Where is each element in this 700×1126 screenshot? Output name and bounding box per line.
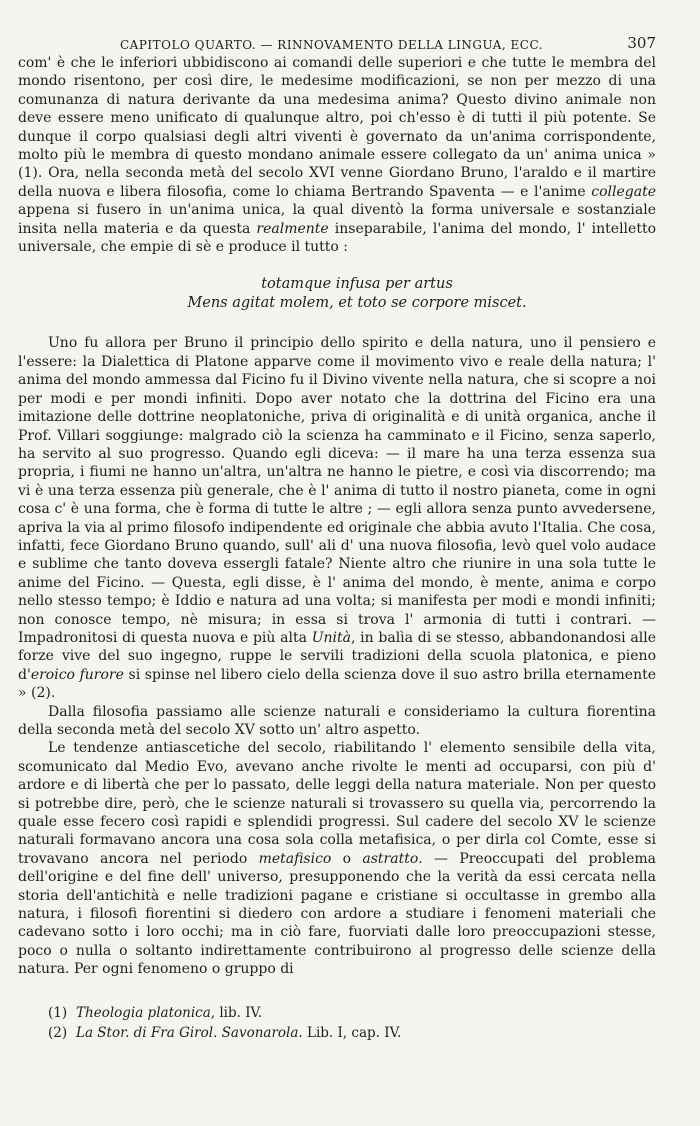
paragraph-2-text-a: Uno fu allora per Bruno il principio dello spirito e della natura, uno il pensiero e l'essere: la Dialettica di Platone apparve come il movimento vivo e reale della natura; l' anima del mondo ammessa dal Ficino fu il Divino vivente nella natura, che si scopre a noi per modi e per mondi infiniti. Dopo aver notato che la dottrina del Ficino era una imitazione delle dottrine neoplatoniche, priva di originalità e di unità organica, anche il Prof. Villari soggiunge: malgrado ciò la scienza ha camminato e il Ficino, senza saperlo, ha servito al suo progresso. Quando egli diceva: — il mare ha una terza essenza sua propria, i fiumi ne hanno un'altra, un'altra ne hanno le pietre, e così via discorrendo; ma vi è una terza essenza più generale, che è l' anima di tutto il nostro pianeta, come in ogni cosa c' è una forma, che è forma di tutte le altre ; — egli allora senza punto avvedersene, apriva la via al primo filosofo indipendente ed originale che abbia avuto l'Italia. Che cosa, infatti, fece Giordano Bruno quando, sull' ali d' una nuova filosofia, levò quel volo audace e sublime che tanto doveva essergli fatale? Niente altro che riunire in una sola tutte le anime del Ficino. — Questa, egli disse, è l' anima del mondo, è mente, anima e corpo nello stesso tempo; è Iddio e natura ad una volta; si manifesta per modi e mondi infiniti; non conosce tempo, nè misura; in essa si trova l' armonia di tutti i contrari. — Impadronitosi di questa nuova e più alta	[18, 335, 656, 646]
paragraph-1-italic-collegate: collegate	[591, 183, 656, 200]
quote-line-2: Mens agitat molem, et toto se corpore miscet.	[187, 295, 527, 312]
paragraph-1-italic-realmente: realmente	[256, 220, 329, 237]
paragraph-1	[18, 54, 656, 256]
footnote	[48, 1023, 656, 1043]
paragraph-2	[18, 334, 656, 702]
footnote-number: (2)	[48, 1024, 68, 1041]
paragraph-4-italic-astratto: astratto	[362, 850, 419, 867]
footnotes	[18, 1003, 656, 1043]
footnote-rest: , lib. IV.	[210, 1004, 263, 1021]
body-text	[18, 54, 656, 979]
book-page	[18, 30, 656, 1043]
footnote	[48, 1003, 656, 1023]
paragraph-4-text-c: o	[331, 850, 363, 867]
page-header	[18, 30, 656, 54]
paragraph-2-italic-unita: Unità	[311, 629, 351, 646]
running-head: CAPITOLO QUARTO. — RINNOVAMENTO DELLA LINGUA, ECC.	[120, 38, 544, 52]
footnote-number: (1)	[48, 1004, 68, 1021]
paragraph-2-text-e: si spinse nel libero cielo della scienza dove il suo astro brilla eternamente » (2).	[18, 666, 657, 702]
paragraph-4-text-e: . — Preoccupati del problema dell'origine e del fine dell' universo, presupponendo che la verità da essi cercata nella storia dell'antichità e nelle tradizioni pagane e cristiane si occultasse in grembo alla natura, i filosofi fiorentini si diedero con ardore a studiare i fenomeni materiali che cadevano sotto i loro occhi; ma in ciò fare, fuorviati dalle loro preoccupazioni stesse, poco o nulla o soltanto indirettamente contribuirono al progresso delle scienze della natura. Per ogni fenomeno o gruppo di	[18, 850, 656, 978]
paragraph-2-italic-eroico-furore: eroico furore	[30, 666, 124, 683]
paragraph-3: Dalla filosofia passiamo alle scienze naturali e consideriamo la cultura fiorentina della seconda metà del secolo XV sotto un' altro aspetto.	[18, 703, 656, 738]
paragraph-4-italic-metafisico: metafisico	[258, 850, 332, 867]
page-number: 307	[627, 34, 656, 52]
footnote-rest: Lib. I, cap. IV.	[302, 1024, 402, 1041]
footnote-title: La Stor. di Fra Girol. Savonarola.	[76, 1024, 303, 1041]
quote-line-1: totamque infusa per artus	[261, 276, 453, 293]
paragraph-1-text-a: com' è che le inferiori ubbidiscono ai comandi delle superiori e che tutte le membra del mondo risentono, per così dire, le medesime modificazioni, se non per mezzo di una comunanza di natura derivante da una medesima anima? Questo divino animale non deve essere meno unificato di qualunque altro, poi ch'esso è di tutti il più potente. Se dunque il corpo qualsiasi degli altri viventi è governato da un'anima corrispondente, molto più le membra di questo mondano animale essere collegato da un' anima unica » (1). Ora, nella seconda metà del secolo XVI venne Giordano Bruno, l'araldo e il martire della nuova e libera filosofia, come lo chiama Bertrando Spaventa — e l'anime	[18, 55, 656, 200]
latin-quotation	[58, 275, 656, 313]
paragraph-1-text-c: appena si fusero in un'anima unica, la qual diventò la forma universale e sostanziale insita nella materia e da questa	[18, 202, 656, 237]
paragraph-4	[18, 739, 656, 978]
paragraph-2-text-c: , in balìa di se stesso, abbandonandosi alle forze vive del suo ingegno, ruppe le servili tradizioni della scuola platonica, e pieno d'	[18, 629, 656, 683]
paragraph-1-text-e: inseparabile, l'anima del mondo, l' intelletto universale, che empie di sè e produce il tutto :	[18, 220, 656, 256]
footnote-title: Theologia platonica	[76, 1004, 211, 1021]
paragraph-4-text-a: Le tendenze antiascetiche del secolo, riabilitando l' elemento sensibile della vita, scomunicato dal Medio Evo, avevano anche rivolte le menti ad occuparsi, con più d' ardore e di libertà che per lo passato, delle leggi della natura materiale. Non per questo si potrebbe dire, però, che le scienze naturali si trovassero su quella via, percorrendo la quale esse fecero così rapidi e splendidi progressi. Sul cadere del secolo XV le scienze naturali formavano ancora una cosa sola colla metafisica, o per dirla col Comte, esse si trovavano ancora nel periodo	[18, 740, 656, 867]
